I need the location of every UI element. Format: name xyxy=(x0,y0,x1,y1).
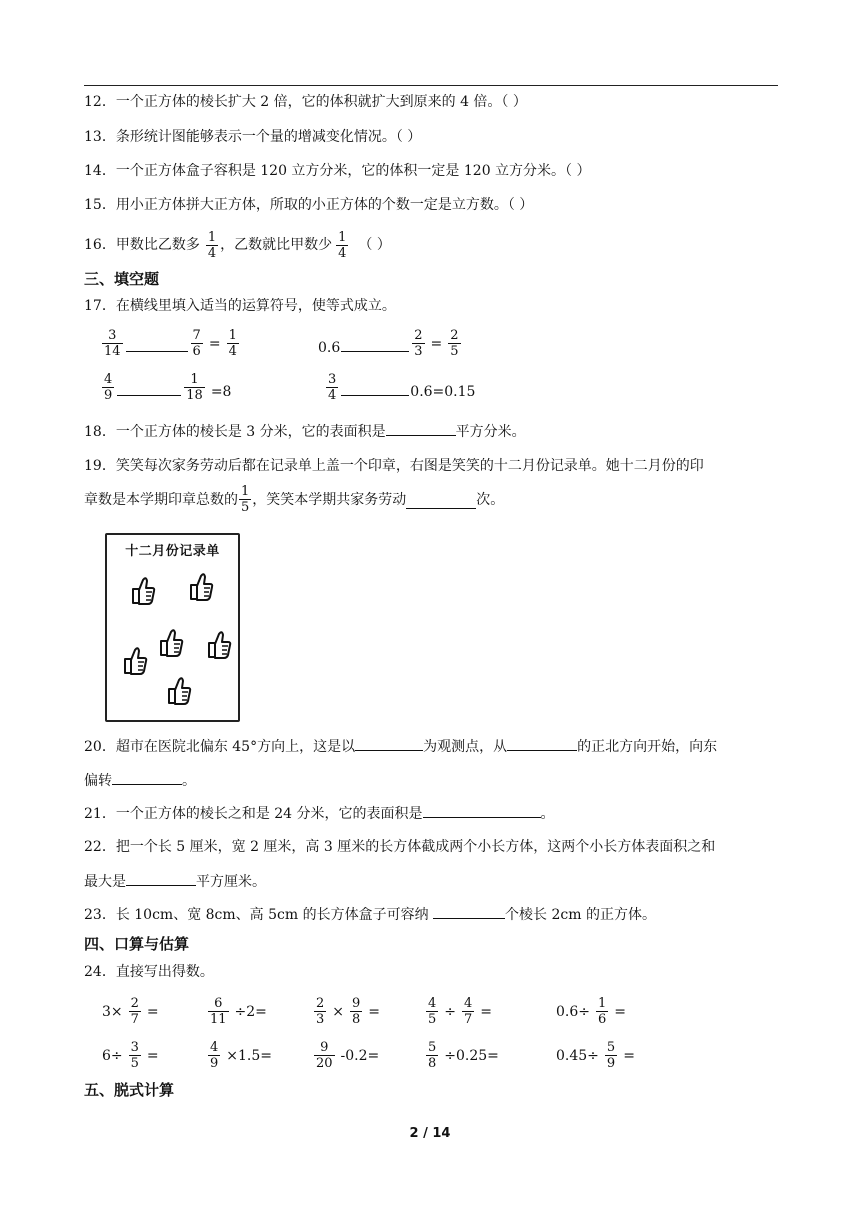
page-number: 2 / 14 xyxy=(409,1126,451,1141)
question-22-line2: 最大是 平方厘米。 xyxy=(84,871,266,892)
equation-17-3: $\frac{4}{9}$ $\frac{1}{18}$ =8 xyxy=(104,372,232,403)
fraction: $\frac{1}{6}$ xyxy=(598,996,607,1027)
fraction: $\frac{3}{5}$ xyxy=(130,1040,139,1071)
answer-blank[interactable] xyxy=(341,394,409,396)
answer-blank[interactable] xyxy=(117,394,181,396)
fraction: $\frac{2}{5}$ xyxy=(450,328,459,359)
fraction: $\frac{7}{6}$ xyxy=(192,328,201,359)
section-heading-mental-math: 四、口算与估算 xyxy=(84,935,190,953)
thumbs-up-stamp-icon xyxy=(127,573,157,607)
question-18: 18．一个正方体的棱长是 3 分米，它的表面积是 平方分米。 xyxy=(84,421,526,442)
mental-math-item: 0.45÷ $\frac{5}{9}$ = xyxy=(556,1040,635,1071)
fraction: $\frac{5}{8}$ xyxy=(428,1040,437,1071)
question-12: 12．一个正方体的棱长扩大 2 倍，它的体积就扩大到原来的 4 倍。（ ） xyxy=(84,94,527,110)
equation-17-4: $\frac{3}{4}$ 0.6=0.15 xyxy=(328,372,476,403)
fraction: $\frac{1}{18}$ xyxy=(186,372,203,403)
answer-blank[interactable] xyxy=(406,494,476,509)
question-13: 13．条形统计图能够表示一个量的增减变化情况。（ ） xyxy=(84,129,422,145)
thumbs-up-stamp-icon xyxy=(203,627,233,661)
mental-math-item: $\frac{9}{20}$ -0.2= xyxy=(316,1040,380,1071)
mental-math-item: $\frac{2}{3}$ × $\frac{9}{8}$ = xyxy=(316,996,381,1027)
fraction: $\frac{4}{5}$ xyxy=(428,996,437,1027)
fraction: $\frac{2}{3}$ xyxy=(414,328,423,359)
question-19-line1: 19．笑笑每次家务劳动后都在记录单上盖一个印章，右图是笑笑的十二月份记录单。她十二月份的印 xyxy=(84,458,704,474)
thumbs-up-stamp-icon xyxy=(119,643,149,677)
fraction: $\frac{1}{5}$ xyxy=(241,484,250,515)
question-23: 23．长 10cm、宽 8cm、高 5cm 的长方体盒子可容纳 个棱长 2cm 的正方体。 xyxy=(84,904,656,925)
equation-17-1: $\frac{3}{14}$ $\frac{7}{6}$ = $\frac{1}{4}$ xyxy=(104,328,237,359)
fraction: $\frac{1}{4}$ xyxy=(228,328,237,359)
mental-math-item: $\frac{6}{11}$ ÷2= xyxy=(210,996,267,1027)
question-20-line1: 20．超市在医院北偏东 45°方向上，这是以 为观测点，从 的正北方向开始，向东 xyxy=(84,736,717,757)
answer-blank[interactable] xyxy=(507,736,577,751)
thumbs-up-stamp-icon xyxy=(185,569,215,603)
answer-blank[interactable] xyxy=(423,803,541,818)
fraction: $\frac{6}{11}$ xyxy=(210,996,227,1027)
section-heading-fill-blank: 三、填空题 xyxy=(84,270,160,288)
fraction: $\frac{1}{4}$ xyxy=(338,229,347,261)
fraction: $\frac{5}{9}$ xyxy=(606,1040,616,1071)
thumbs-up-stamp-icon xyxy=(155,625,185,659)
question-21: 21．一个正方体的棱长之和是 24 分米，它的表面积是 。 xyxy=(84,803,555,824)
question-17: 17．在横线里填入适当的运算符号，使等式成立。 xyxy=(84,298,396,314)
answer-blank[interactable] xyxy=(341,350,409,352)
fraction: $\frac{2}{7}$ xyxy=(130,996,139,1027)
mental-math-item: $\frac{4}{9}$ ×1.5= xyxy=(210,1040,273,1071)
fraction: $\frac{1}{4}$ xyxy=(207,229,217,261)
question-24: 24．直接写出得数。 xyxy=(84,964,214,980)
december-record-card xyxy=(105,533,240,722)
section-heading-step-calculation: 五、脱式计算 xyxy=(84,1081,175,1099)
answer-blank[interactable] xyxy=(126,350,188,352)
mental-math-item: $\frac{5}{8}$ ÷0.25= xyxy=(428,1040,499,1071)
mental-math-item: $\frac{4}{5}$ ÷ $\frac{4}{7}$ = xyxy=(428,996,493,1027)
question-22-line1: 22．把一个长 5 厘米，宽 2 厘米，高 3 厘米的长方体截成两个小长方体，这两个小长方体表面积之和 xyxy=(84,839,716,855)
fraction: $\frac{3}{4}$ xyxy=(328,372,337,403)
mental-math-item: 6÷ $\frac{3}{5}$ = xyxy=(102,1040,159,1071)
answer-blank[interactable] xyxy=(433,904,505,919)
fraction: $\frac{3}{14}$ xyxy=(104,328,121,359)
fraction: $\frac{4}{7}$ xyxy=(464,996,473,1027)
answer-blank[interactable] xyxy=(386,421,456,436)
fraction: $\frac{9}{20}$ xyxy=(316,1040,333,1071)
answer-blank[interactable] xyxy=(126,871,196,886)
fraction: $\frac{2}{3}$ xyxy=(316,996,325,1027)
mental-math-item: 3× $\frac{2}{7}$ = xyxy=(102,996,159,1027)
question-19-line2: 章数是本学期印章总数的 $\frac{1}{5}$ ，笑笑本学期共家务劳动 次。 xyxy=(84,484,505,515)
fraction: $\frac{4}{9}$ xyxy=(210,1040,219,1071)
answer-blank[interactable] xyxy=(355,736,423,751)
equation-17-2: 0.6 $\frac{2}{3}$ = $\frac{2}{5}$ xyxy=(318,328,459,359)
question-16: 16．甲数比乙数多 $\frac{1}{4}$ ，乙数就比甲数少 $\frac{1}{4}$ （ ） xyxy=(84,229,391,261)
fraction: $\frac{9}{8}$ xyxy=(352,996,361,1027)
question-20-line2: 偏转 。 xyxy=(84,770,196,791)
question-15: 15．用小正方体拼大正方体，所取的小正方体的个数一定是立方数。（ ） xyxy=(84,197,534,213)
thumbs-up-stamp-icon xyxy=(163,673,193,707)
mental-math-item: 0.6÷ $\frac{1}{6}$ = xyxy=(556,996,627,1027)
question-14: 14．一个正方体盒子容积是 120 立方分米，它的体积一定是 120 立方分米。（ ） xyxy=(84,163,591,179)
fraction: $\frac{4}{9}$ xyxy=(104,372,113,403)
record-card-title: 十二月份记录单 xyxy=(125,544,220,559)
answer-blank[interactable] xyxy=(112,770,182,785)
header-rule xyxy=(84,85,778,86)
